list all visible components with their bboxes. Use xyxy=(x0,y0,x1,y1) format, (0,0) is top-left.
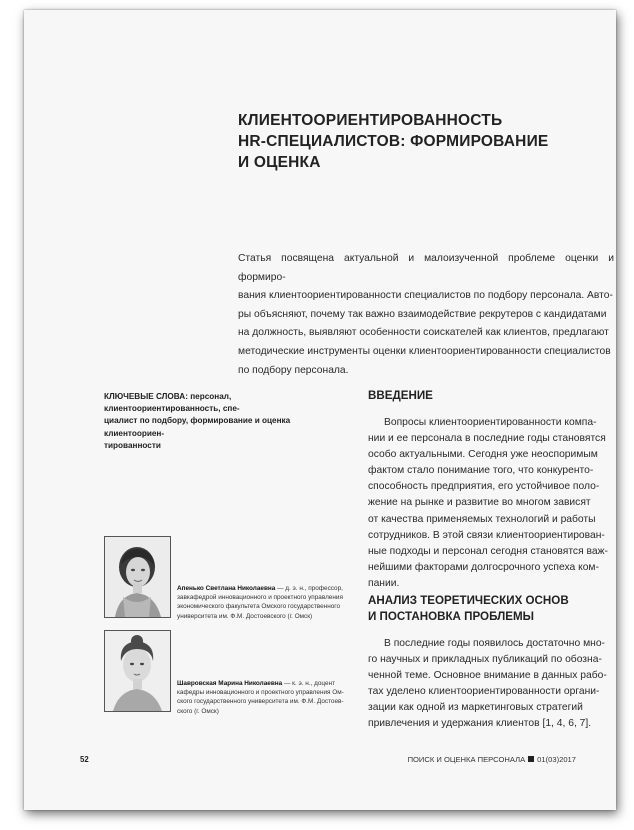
intro-line: фактом стало понимание того, что конкуренто- xyxy=(368,465,594,477)
journal-footer xyxy=(408,755,576,764)
author-detail: университета им. Ф.М. Достоевского (г. Омск) xyxy=(177,612,313,620)
article-title xyxy=(238,110,568,173)
intro-line: способность предприятия, его устойчивое поло- xyxy=(368,481,600,493)
analysis-heading-line: И ПОСТАНОВКА ПРОБЛЕМЫ xyxy=(368,609,534,623)
abstract-line: ры объясняют, почему так важно взаимодействие рекрутеров с кандидатами xyxy=(238,308,607,320)
author-name: Шавровская Марина Николаевна xyxy=(177,680,283,687)
analysis-heading xyxy=(368,593,618,624)
analysis-line: привлечения и удержания клиентов [1, 4, 6, 7]. xyxy=(368,718,592,730)
author-detail: ского (г. Омск) xyxy=(177,707,219,715)
page-number: 52 xyxy=(80,755,89,764)
intro-line: нии и ее персонала в последние годы становятся xyxy=(368,433,606,445)
intro-line: особо актуальными. Сегодня уже неоспоримым xyxy=(368,449,598,461)
abstract-line: вания клиентоориентированности специалистов по подбору персонала. Авто- xyxy=(238,290,613,302)
intro-line: жение на рынке и развитие во многом зависят xyxy=(368,497,591,509)
journal-issue: 01(03)2017 xyxy=(537,755,576,764)
analysis-line: ченной теме. Основное внимание в данных рабо- xyxy=(368,670,607,682)
intro-line: сотрудников. В этой связи клиентоориентирован- xyxy=(368,529,605,541)
analysis-paragraph xyxy=(368,636,616,733)
author-detail: кафедры инновационного и проектного управления Ом- xyxy=(177,689,344,697)
title-line: И ОЦЕНКА xyxy=(238,154,321,171)
journal-name: ПОИСК И ОЦЕНКА ПЕРСОНАЛА xyxy=(407,755,526,764)
intro-line: нейшими факторами долгосрочного успеха ком- xyxy=(368,561,599,573)
author-name: Апенько Светлана Николаевна xyxy=(177,585,276,592)
intro-line: пании. xyxy=(368,577,400,589)
abstract-line: методические инструменты оценки клиентоориентированности специалистов xyxy=(238,345,611,357)
title-line: КЛИЕНТООРИЕНТИРОВАННОСТЬ xyxy=(238,112,503,129)
portrait-image xyxy=(105,537,170,617)
author-detail: завкафедрой инновационного и проектного управления xyxy=(177,594,343,602)
analysis-line: го научных и прикладных публикаций по обозна- xyxy=(368,654,602,666)
author-detail: ского государственного университета им. Ф.М. Достоев- xyxy=(177,698,344,706)
author-detail: — к. э. н., доцент xyxy=(282,680,336,687)
analysis-line: тах уделено клиентоориентированности органи- xyxy=(368,686,600,698)
intro-line: от качества применяемых технологий и работы xyxy=(368,513,596,525)
intro-heading: ВВЕДЕНИЕ xyxy=(368,389,433,402)
author-info xyxy=(177,679,347,716)
intro-line: ные подходы и персонал сегодня становятся важ- xyxy=(368,545,608,557)
title-line: HR-СПЕЦИАЛИСТОВ: ФОРМИРОВАНИЕ xyxy=(238,133,549,150)
author-detail: экономического факультета Омского государственного xyxy=(177,603,341,611)
author-detail: — д. э. н., профессор, xyxy=(275,585,343,592)
author-info xyxy=(177,584,347,621)
intro-paragraph xyxy=(368,415,616,592)
author-photo xyxy=(104,536,171,618)
article-abstract xyxy=(238,250,614,380)
intro-line: Вопросы клиентоориентированности компа- xyxy=(384,417,597,428)
keywords xyxy=(104,391,344,452)
abstract-line: по подбору персонала. xyxy=(238,364,349,376)
author-photo xyxy=(104,630,171,712)
journal-page xyxy=(24,10,616,810)
keywords-line: тированности xyxy=(104,440,161,450)
square-separator-icon xyxy=(528,756,534,762)
analysis-heading-line: АНАЛИЗ ТЕОРЕТИЧЕСКИХ ОСНОВ xyxy=(368,594,569,607)
keywords-line: циалист по подбору, формирование и оценка клиентоориен- xyxy=(104,416,291,438)
analysis-line: зации как одной из маркетинговых стратегий xyxy=(368,702,583,714)
analysis-line: В последние годы появилось достаточно мно- xyxy=(384,638,605,649)
abstract-line: на должность, выявляют особенности соискателей как клиентов, предлагают xyxy=(238,327,609,339)
keywords-line: КЛЮЧЕВЫЕ СЛОВА: персонал, клиентоориентированность, спе- xyxy=(104,392,240,414)
portrait-image xyxy=(105,631,170,711)
abstract-line: Статья посвящена актуальной и малоизученной проблеме оценки и формиро- xyxy=(238,253,614,283)
